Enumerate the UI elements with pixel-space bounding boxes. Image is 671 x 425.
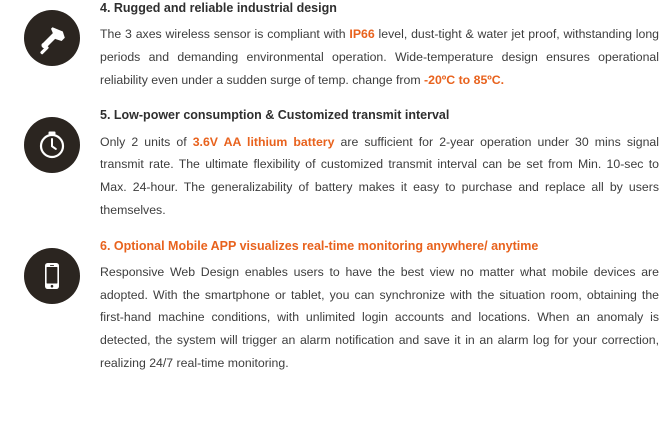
smartphone-icon [24, 248, 80, 304]
feature-icon-container-6 [4, 238, 100, 304]
feature-title-6: 6. Optional Mobile APP visualizes real-time monitoring anywhere/ anytime [100, 238, 539, 253]
feature-title-5: 5. Low-power consumption & Customized transmit interval [100, 108, 450, 123]
feature-text-6 [100, 238, 663, 375]
feature-title-4: 4. Rugged and reliable industrial design [100, 1, 337, 15]
hammer-icon [24, 10, 80, 66]
clock-battery-icon [24, 117, 80, 173]
highlighted-term: -20ºC to 85ºC. [424, 72, 505, 87]
feature-block-5 [0, 107, 671, 221]
feature-icon-container-4 [4, 0, 100, 66]
highlighted-term: IP66 [349, 27, 375, 42]
highlighted-term: 3.6V AA lithium battery [192, 134, 335, 149]
feature-body-4: The 3 axes wireless sensor is compliant with IP66 level, dust-tight & water jet proof, withstanding long periods and demanding environmental operation. Wide-temperature design ensures operational reliability even under a sudden surge of temp. change from -20ºC to 85ºC. [100, 27, 659, 87]
feature-text-5 [100, 107, 663, 221]
feature-block-6 [0, 238, 671, 375]
feature-body-5: Only 2 units of 3.6V AA lithium battery are sufficient for 2-year operation under 30 mins signal transmit rate. The ultimate flexibility of customized transmit interval can be set from Min. 10-sec to Max. 24-hour. The generalizability of battery makes it easy to purchase and replace all by users themselves. [100, 134, 659, 217]
feature-icon-container-5 [4, 107, 100, 173]
feature-block-4 [0, 0, 671, 91]
feature-body-6: Responsive Web Design enables users to have the best view no matter what mobile devices are adopted. With the smartphone or tablet, you can synchronize with the situation room, obtaining the first-hand machine conditions, with unlimited login accounts and locations. When an anomaly is detected, the system will trigger an alarm notification and save it in an alarm log for your correction, realizing 24/7 real-time monitoring. [100, 264, 659, 370]
feature-text-4 [100, 0, 663, 91]
